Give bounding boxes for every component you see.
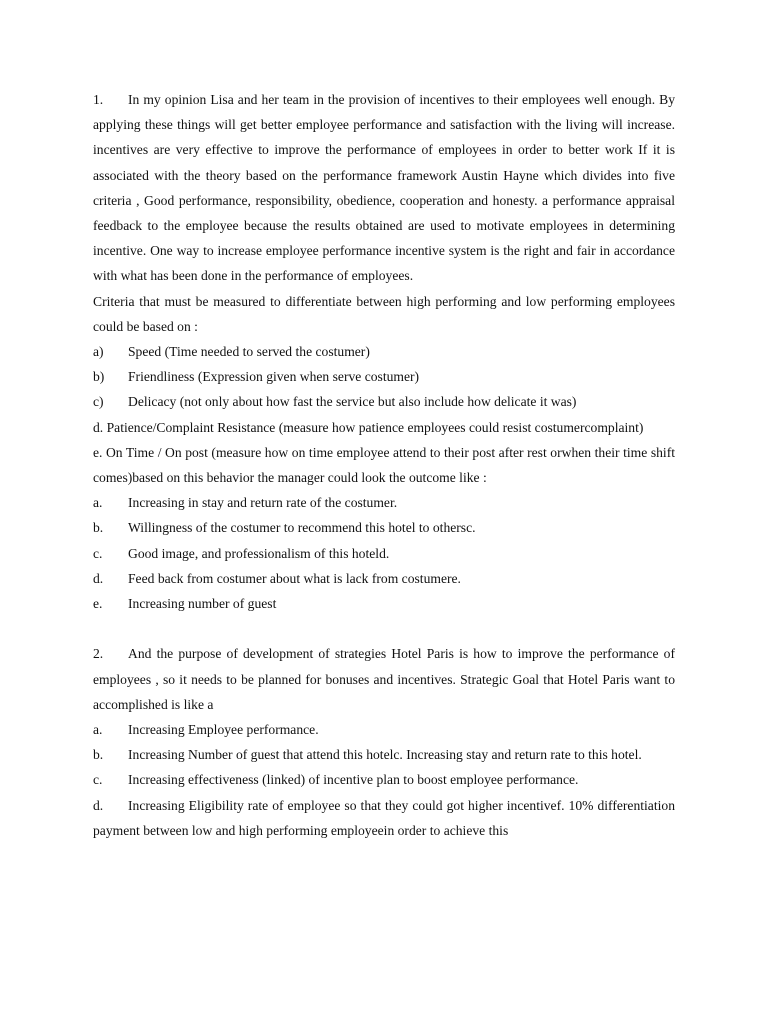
list-item	[93, 767, 675, 792]
section-1-paragraph	[93, 87, 675, 289]
list-item	[93, 591, 675, 616]
list-item	[93, 742, 675, 767]
list-item-label: c.	[93, 545, 103, 561]
section-2-intro: And the purpose of development of strategies Hotel Paris is how to improve the performance of employees , so it needs to be planned for bonuses and incentives. Strategic Goal that Hotel Paris want to accomplished is like a	[93, 646, 675, 712]
list-item-label: b.	[93, 747, 104, 763]
list-item-label: c.	[93, 772, 103, 788]
criteria-e: e. On Time / On post (measure how on time employee attend to their post after rest orwhen their time shift comes)based on this behavior the manager could look the outcome like :	[93, 444, 675, 486]
section-1-intro: In my opinion Lisa and her team in the provision of incentives to their employees well enough. By applying these things will get better employee performance and satisfaction with the living will increase. incentives are very effective to improve the performance of employees in order to better work If it is associated with the theory based on the performance framework Austin Hayne which divides into five criteria , Good performance, responsibility, obedience, cooperation and honesty. a performance appraisal feedback to the employee because the results obtained are used to motivate employees in determining incentive. One way to increase employee performance incentive system is the right and fair in accordance with what has been done in the performance of employees.	[93, 92, 675, 284]
list-item-label: a)	[93, 344, 104, 360]
list-item-text: Increasing effectiveness (linked) of incentive plan to boost employee performance.	[128, 772, 579, 788]
list-item	[93, 339, 675, 364]
list-item-text: Increasing Employee performance.	[128, 722, 319, 738]
section-2-number: 2.	[93, 646, 104, 662]
criteria-intro: Criteria that must be measured to differentiate between high performing and low performing employees could be based on :	[93, 293, 675, 334]
list-item-label: c)	[93, 394, 104, 410]
list-item	[93, 364, 675, 389]
section-2-paragraph	[93, 641, 675, 717]
list-item-text: Increasing in stay and return rate of the costumer.	[128, 495, 398, 511]
list-item-text: Speed (Time needed to served the costumer)	[128, 344, 370, 360]
list-item-text: Increasing Number of guest that attend this hotelc. Increasing stay and return rate to this hotel.	[128, 747, 642, 763]
list-item-label: a.	[93, 495, 103, 511]
list-item-label: e.	[93, 596, 103, 612]
list-item-text: Increasing number of guest	[128, 596, 277, 612]
paragraph-gap	[93, 616, 675, 641]
criteria-d: d. Patience/Complaint Resistance (measure how patience employees could resist costumercomplaint)	[93, 419, 644, 435]
list-item	[93, 541, 675, 566]
list-item	[93, 566, 675, 591]
list-item-label: a.	[93, 722, 103, 738]
section-1-number: 1.	[93, 92, 104, 107]
list-item-text: Delicacy (not only about how fast the service but also include how delicate it was)	[128, 394, 577, 410]
list-item-text: Friendliness (Expression given when serve costumer)	[128, 369, 420, 385]
list-item-label: d.	[93, 570, 104, 586]
document-page	[93, 87, 675, 843]
list-item-label: d.	[93, 797, 104, 813]
list-item	[93, 515, 675, 540]
list-item-label: b.	[93, 520, 104, 536]
list-item	[93, 389, 675, 414]
list-item-text: Good image, and professionalism of this hoteld.	[128, 545, 390, 561]
list-item-text: Willingness of the costumer to recommend this hotel to othersc.	[128, 520, 476, 536]
list-item-label: b)	[93, 369, 105, 385]
list-item	[93, 793, 675, 843]
list-item-text: Increasing Eligibility rate of employee so that they could got higher incentivef. 10% differentiation payment between low and high performing employeein order to achieve this	[93, 797, 675, 838]
list-item	[93, 490, 675, 515]
list-item-text: Feed back from costumer about what is lack from costumere.	[128, 570, 461, 586]
list-item	[93, 717, 675, 742]
